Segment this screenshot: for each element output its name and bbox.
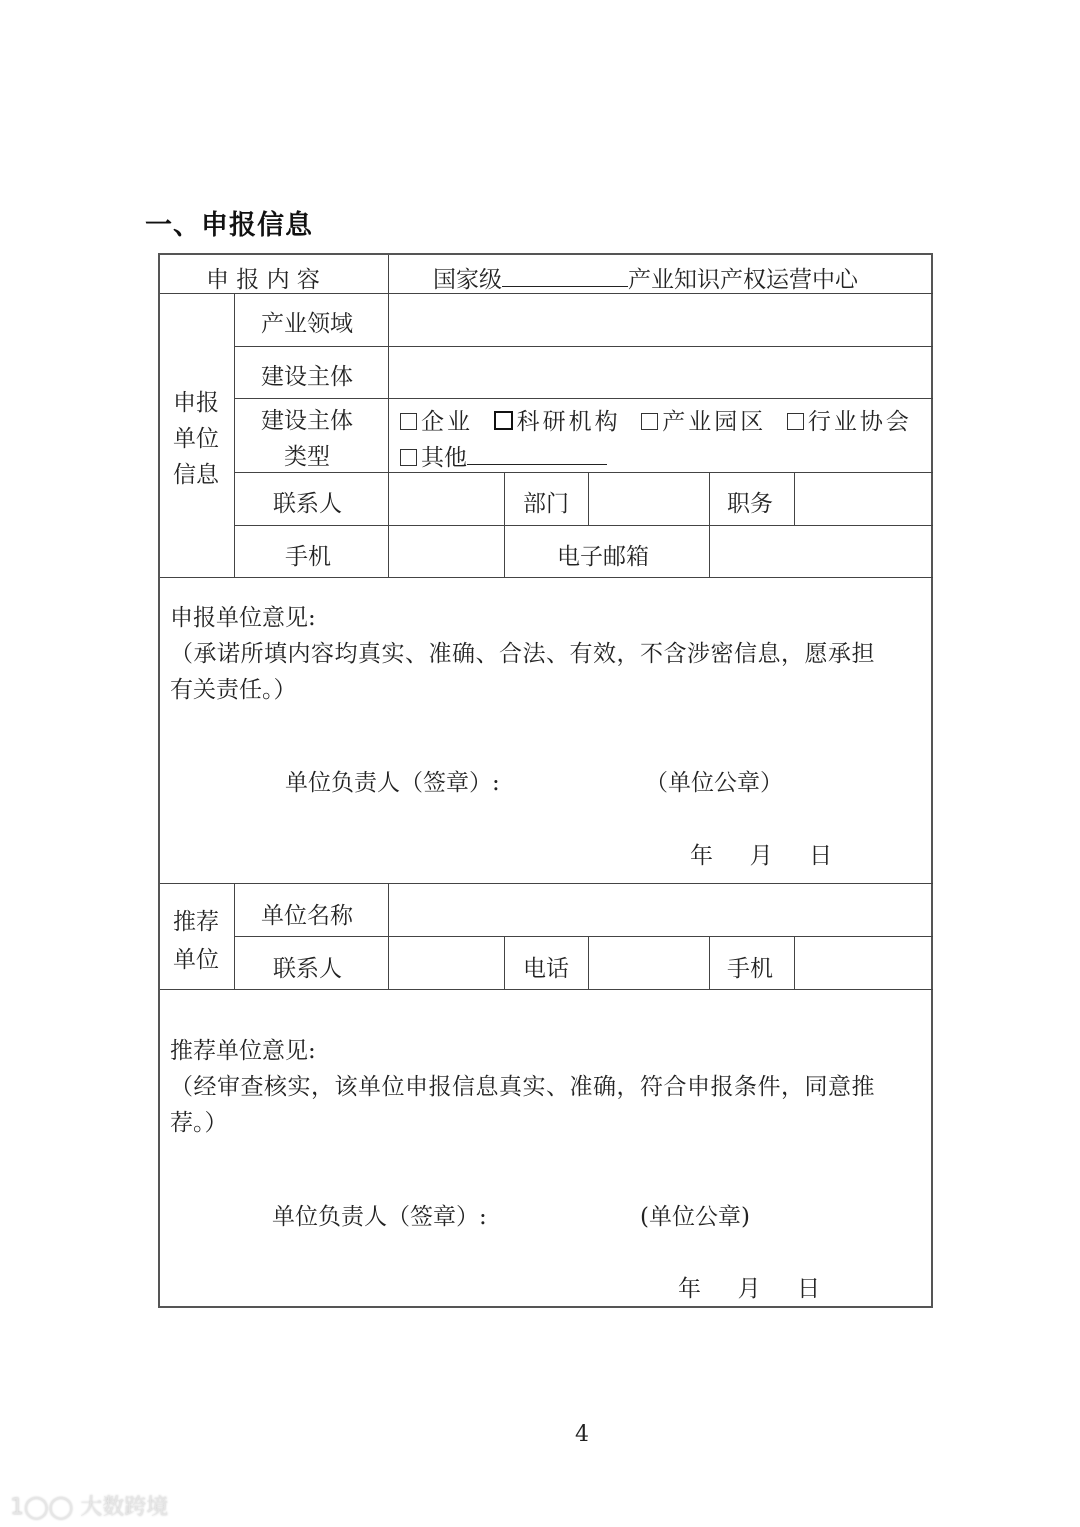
applicant-seal: （单位公章） — [645, 770, 783, 796]
declare-content-label: 申 报 内 容 — [206, 267, 320, 293]
recommender-opinion-title: 推荐单位意见: — [170, 1038, 316, 1064]
recommender-phone-label: 电话 — [523, 956, 569, 982]
declare-suffix: 产业知识产权运营中心 — [628, 267, 858, 293]
checkbox-icon[interactable] — [400, 449, 417, 466]
entity-type-options — [400, 403, 912, 436]
recommender-seal: (单位公章) — [640, 1204, 750, 1230]
other-blank-field[interactable] — [467, 444, 607, 465]
recommender-contact-label: 联系人 — [273, 956, 342, 982]
option-association[interactable]: 行业协会 — [787, 409, 912, 435]
divider — [234, 936, 933, 937]
divider — [234, 293, 235, 577]
checkbox-icon[interactable] — [641, 413, 658, 430]
divider — [388, 883, 389, 989]
declare-content-value — [433, 261, 858, 294]
checkbox-icon[interactable] — [787, 413, 804, 430]
option-enterprise[interactable]: 企业 — [400, 409, 473, 435]
divider — [160, 883, 933, 884]
divider — [588, 936, 589, 989]
recommender-mobile-label: 手机 — [727, 956, 773, 982]
divider — [234, 346, 933, 347]
logo-icon: 1◯◯ — [10, 1495, 81, 1520]
entity-type-label: 建设主体 类型 — [261, 408, 353, 470]
applicant-date: 年 月 日 — [690, 843, 833, 869]
divider — [709, 936, 710, 989]
divider — [234, 398, 933, 399]
entity-label: 建设主体 — [261, 364, 353, 390]
divider — [234, 525, 933, 526]
mobile-label: 手机 — [285, 544, 331, 570]
page-number: 4 — [575, 1422, 589, 1447]
checkbox-icon[interactable] — [400, 413, 417, 430]
divider — [234, 883, 235, 989]
recommender-name-label: 单位名称 — [261, 903, 353, 929]
option-research[interactable]: 科研机构 — [494, 409, 621, 435]
applicant-opinion-title: 申报单位意见: — [170, 605, 316, 631]
contact-label: 联系人 — [273, 491, 342, 517]
recommender-opinion-line2: 荐。） — [170, 1110, 228, 1136]
section-title: 一、申报信息 — [145, 210, 313, 241]
recommender-opinion-line1: （经审查核实，该单位申报信息真实、准确，符合申报条件，同意推 — [170, 1074, 875, 1100]
divider — [388, 255, 389, 577]
recommender-name-field[interactable] — [390, 885, 930, 935]
industry-field[interactable] — [390, 295, 930, 345]
divider — [160, 577, 933, 578]
checkbox-icon[interactable] — [494, 411, 513, 430]
divider — [794, 936, 795, 989]
applicant-signer: 单位负责人（签章）: — [285, 770, 500, 796]
industry-label: 产业领域 — [261, 311, 353, 337]
applicant-opinion-line2: 有关责任。） — [170, 677, 297, 703]
application-form-table — [158, 253, 933, 1308]
watermark: 1◯◯ 大数跨境 — [10, 1495, 169, 1520]
entity-field[interactable] — [390, 348, 930, 397]
option-other[interactable]: 其他 — [400, 439, 607, 472]
level-blank-field[interactable] — [502, 266, 628, 287]
recommender-signer: 单位负责人（签章）: — [272, 1204, 487, 1230]
divider — [794, 472, 795, 525]
position-label: 职务 — [727, 491, 773, 517]
applicant-opinion-line1: （承诺所填内容均真实、准确、合法、有效，不含涉密信息，愿承担 — [170, 641, 875, 667]
applicant-group-label: 申报 单位 信息 — [173, 390, 219, 488]
recommender-group-label: 推荐 单位 — [173, 909, 219, 973]
divider — [504, 472, 505, 577]
declare-prefix: 国家级 — [433, 267, 502, 293]
recommender-date: 年 月 日 — [678, 1276, 821, 1302]
dept-label: 部门 — [523, 491, 569, 517]
divider — [160, 989, 933, 990]
email-label: 电子邮箱 — [557, 544, 649, 570]
divider — [504, 936, 505, 989]
divider — [588, 472, 589, 525]
divider — [709, 472, 710, 577]
option-park[interactable]: 产业园区 — [641, 409, 766, 435]
